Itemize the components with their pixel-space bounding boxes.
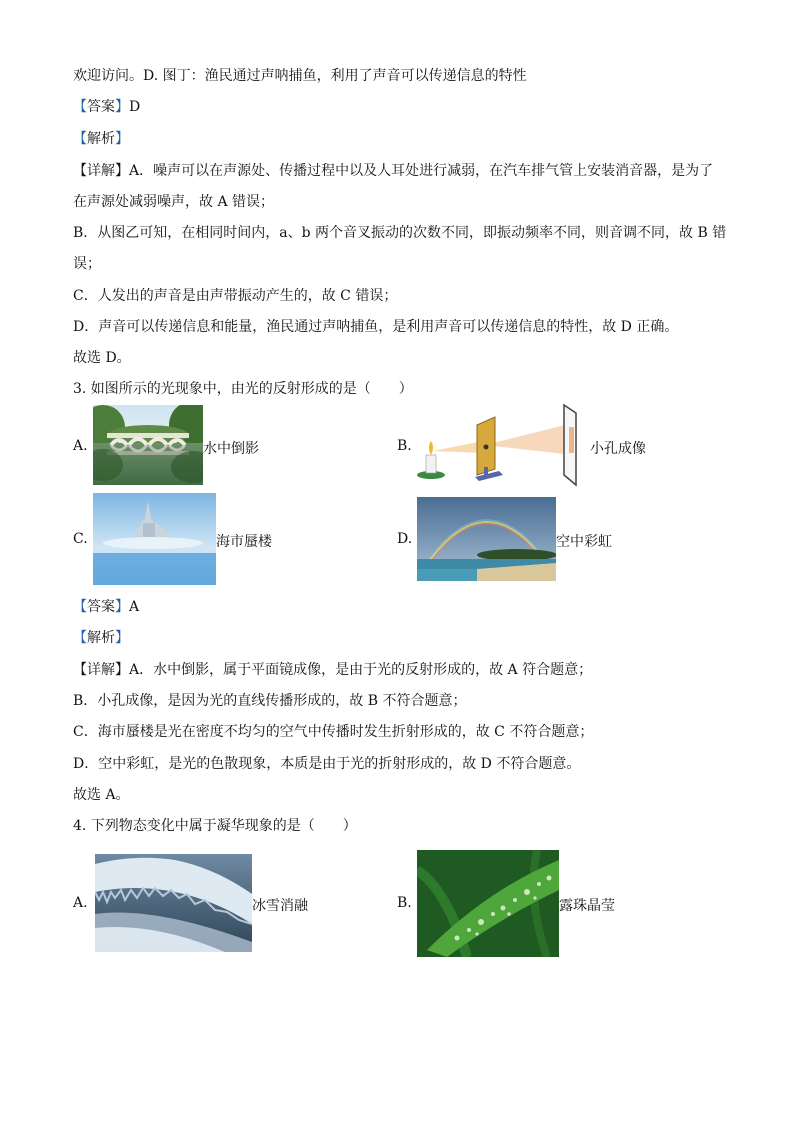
option-c-letter: C. <box>73 531 88 547</box>
analysis-heading-1 <box>73 129 129 149</box>
bracket-close: 】 <box>115 599 129 615</box>
analysis-tag: 解析 <box>87 131 115 147</box>
option-c-explanation: C．海市蜃楼是光在密度不均匀的空气中传播时发生折射形成的，故 C 不符合题意； <box>73 724 594 740</box>
option-a-letter: A. <box>73 438 88 454</box>
bracket-close: 】 <box>115 99 129 115</box>
bracket-open: 【 <box>73 630 87 646</box>
option-b-explanation-cont: 误； <box>73 256 101 272</box>
melting-ice-image <box>95 854 252 952</box>
conclusion-line: 故选 D。 <box>73 350 131 366</box>
analysis-tag: 解析 <box>87 630 115 646</box>
text-line: 欢迎访问。D. 图丁：渔民通过声呐捕鱼，利用了声音可以传递信息的特性 <box>73 68 527 84</box>
bridge-reflection-image <box>93 405 203 485</box>
bracket-close: 】 <box>115 131 129 147</box>
rainbow-image <box>417 497 556 581</box>
dew-drops-image <box>417 850 559 957</box>
detail-line: 【详解】A．噪声可以在声源处、传播过程中以及人耳处进行减弱，在汽车排气管上安装消音器，是为了 <box>73 163 714 179</box>
option-d-explanation: D．声音可以传递信息和能量，渔民通过声呐捕鱼，是利用声音可以传递信息的特性，故 D 正确。 <box>73 319 679 335</box>
option-a-label: 水中倒影 <box>203 441 259 457</box>
option-b-letter: B. <box>397 438 412 454</box>
option-a-letter: A. <box>73 895 88 911</box>
bracket-open: 【 <box>73 131 87 147</box>
answer-heading-1 <box>73 97 140 117</box>
option-d-letter: D. <box>397 531 413 547</box>
option-a-label: 冰雪消融 <box>252 898 308 914</box>
option-b-explanation: B．从图乙可知，在相同时间内，a、b 两个音叉振动的次数不同，即振动频率不同，则音调不同，故 B 错 <box>73 225 727 241</box>
answer-value: D <box>129 99 141 115</box>
answer-heading-2 <box>73 597 139 617</box>
mirage-image <box>93 493 216 585</box>
option-d-explanation: D．空中彩虹，是光的色散现象，本质是由于光的折射形成的，故 D 不符合题意。 <box>73 756 581 772</box>
option-c-label: 海市蜃楼 <box>216 534 272 550</box>
option-d-label: 空中彩虹 <box>556 534 612 550</box>
answer-value: A <box>129 599 140 615</box>
option-c-explanation: C．人发出的声音是由声带振动产生的，故 C 错误； <box>73 288 398 304</box>
option-b-explanation: B．小孔成像，是因为光的直线传播形成的，故 B 不符合题意； <box>73 693 467 709</box>
bracket-open: 【 <box>73 99 87 115</box>
pinhole-camera-image <box>413 403 593 487</box>
detail-line: 在声源处减弱噪声，故 A 错误； <box>73 194 275 210</box>
conclusion-line: 故选 A。 <box>73 787 130 803</box>
bracket-open: 【 <box>73 599 87 615</box>
option-b-letter: B. <box>397 895 412 911</box>
option-b-label: 露珠晶莹 <box>559 898 615 914</box>
question-3: 3. 如图所示的光现象中，由光的反射形成的是（ ） <box>73 381 413 397</box>
analysis-heading-2 <box>73 628 129 648</box>
answer-tag: 答案 <box>87 99 115 115</box>
detail-line: 【详解】A．水中倒影，属于平面镜成像，是由于光的反射形成的，故 A 符合题意； <box>73 662 593 678</box>
question-4: 4. 下列物态变化中属于凝华现象的是（ ） <box>73 818 357 834</box>
option-b-label: 小孔成像 <box>590 441 646 457</box>
answer-tag: 答案 <box>87 599 115 615</box>
bracket-close: 】 <box>115 630 129 646</box>
